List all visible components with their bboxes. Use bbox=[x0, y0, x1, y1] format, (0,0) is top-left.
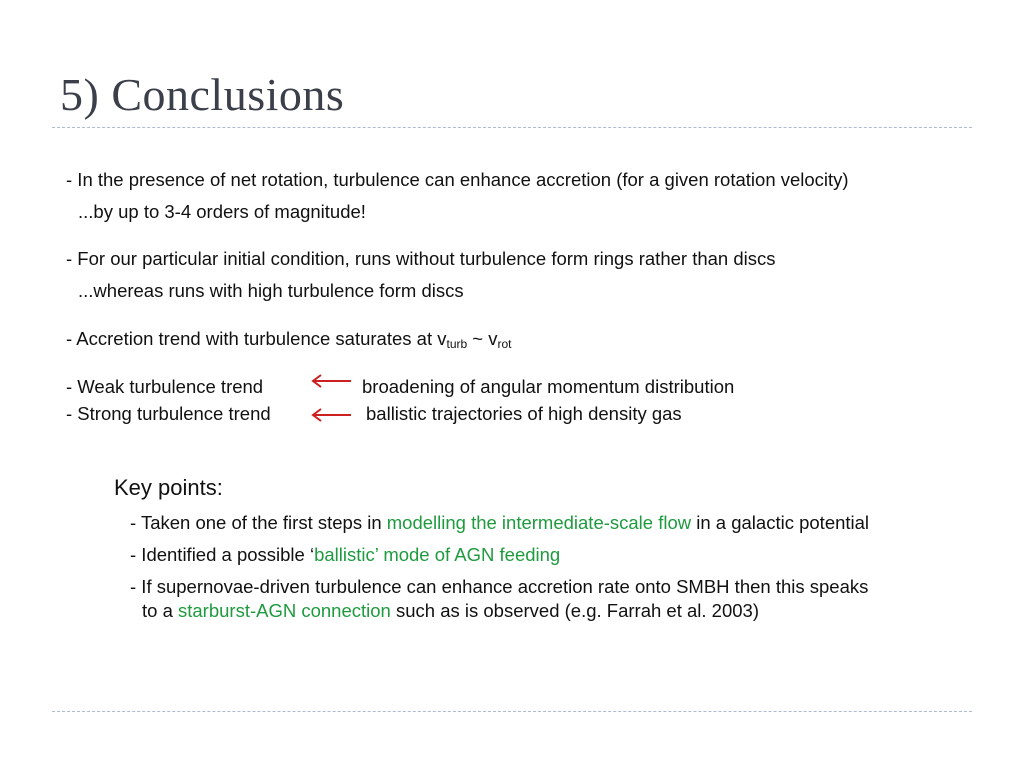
conclusion-3-mid: ~ v bbox=[467, 328, 498, 349]
key-point-1-post: in a galactic potential bbox=[691, 512, 870, 533]
conclusion-1-line-1: - In the presence of net rotation, turbulence can enhance accretion (for a given rotation velocity) bbox=[66, 169, 849, 190]
conclusion-2-line-1: - For our particular initial condition, runs without turbulence form rings rather than discs bbox=[66, 248, 776, 269]
conclusion-4-left: - Weak turbulence trend bbox=[66, 376, 264, 397]
conclusion-5-right: ballistic trajectories of high density gas bbox=[366, 403, 682, 424]
key-point-1 bbox=[130, 512, 869, 534]
slide-title: 5) Conclusions bbox=[60, 69, 345, 120]
conclusion-5-left: - Strong turbulence trend bbox=[66, 403, 271, 424]
key-points-heading: Key points: bbox=[114, 475, 223, 500]
conclusion-1-line-2: ...by up to 3-4 orders of magnitude! bbox=[78, 201, 366, 222]
conclusion-3-prefix: - Accretion trend with turbulence saturates at v bbox=[66, 328, 447, 349]
conclusion-4-right: broadening of angular momentum distribution bbox=[362, 376, 735, 397]
subscript-rot: rot bbox=[497, 337, 512, 351]
key-point-3-line-2-pre: to a bbox=[142, 600, 178, 621]
footer-divider bbox=[52, 711, 972, 712]
key-point-2-highlight: ballistic’ mode of AGN feeding bbox=[314, 544, 561, 565]
key-point-1-highlight: modelling the intermediate-scale flow bbox=[386, 512, 692, 533]
key-point-2-pre: - Identified a possible ‘ bbox=[130, 544, 315, 565]
key-point-2 bbox=[130, 544, 560, 566]
conclusion-3 bbox=[66, 328, 512, 350]
key-point-3-highlight: starburst-AGN connection bbox=[178, 600, 391, 621]
conclusion-2-line-2: ...whereas runs with high turbulence form discs bbox=[78, 280, 464, 301]
subscript-turb: turb bbox=[446, 337, 468, 351]
key-point-3-line-1: - If supernovae-driven turbulence can enhance accretion rate onto SMBH then this speaks bbox=[130, 576, 869, 597]
title-divider bbox=[52, 127, 972, 128]
left-arrow-icon bbox=[310, 408, 352, 422]
key-point-3-line-2 bbox=[142, 600, 759, 622]
key-point-1-pre: - Taken one of the first steps in bbox=[130, 512, 387, 533]
left-arrow-icon bbox=[310, 374, 352, 388]
key-point-3-line-2-post: such as is observed (e.g. Farrah et al. 2003) bbox=[390, 600, 759, 621]
